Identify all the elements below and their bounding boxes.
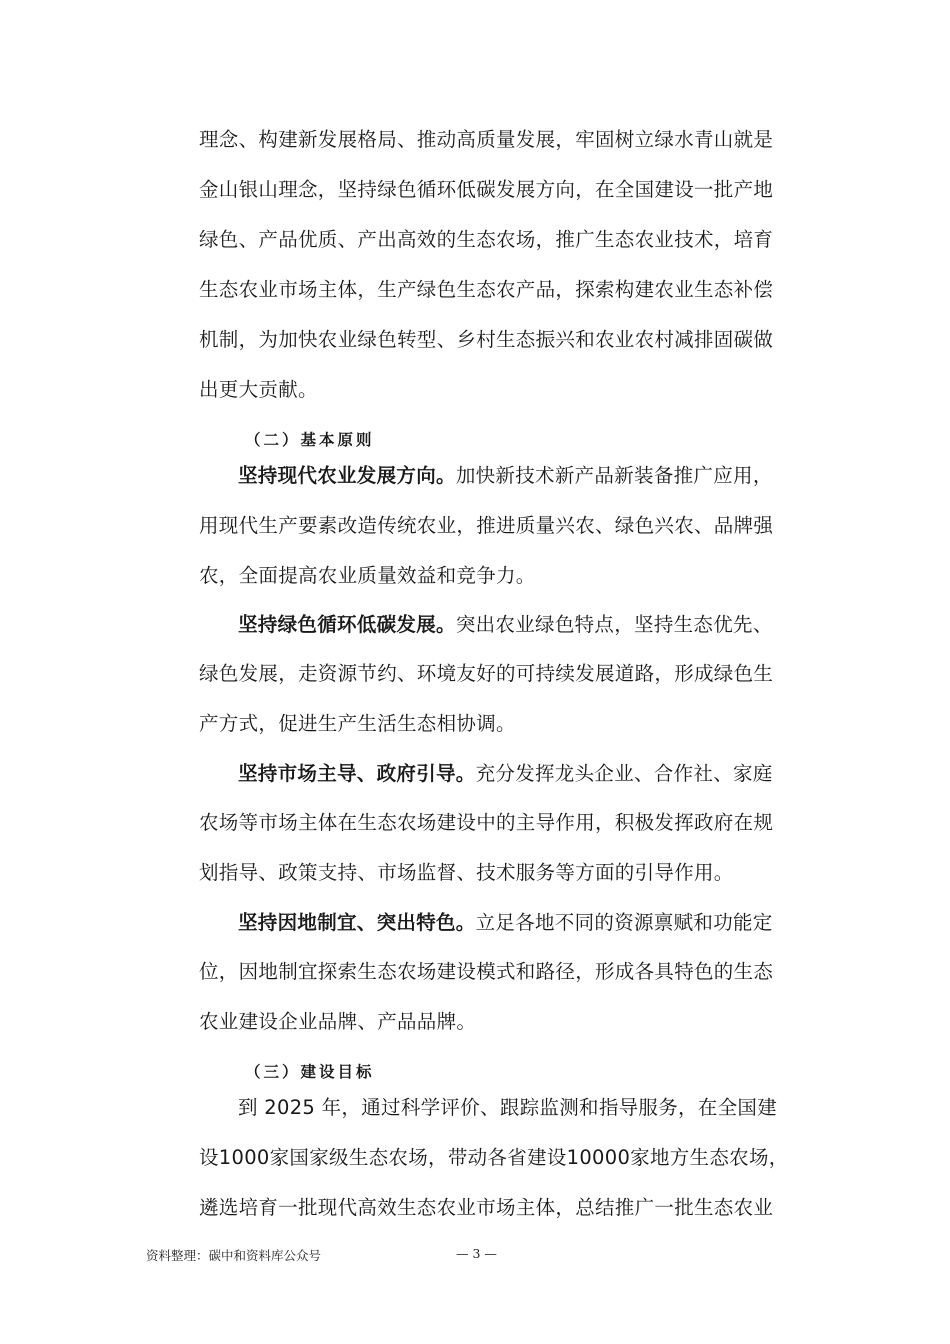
principle-4-line-2: 位，因地制宜探索生态农场建设模式和路径，形成各具特色的生态 bbox=[199, 960, 774, 983]
principle-3-line-3: 划指导、政策支持、市场监督、技术服务等方面的引导作用。 bbox=[199, 861, 734, 884]
footer-source: 资料整理：碳中和资料库公众号 bbox=[146, 1248, 322, 1263]
principle-2-text: 突出农业绿色特点，坚持生态优先、 bbox=[455, 613, 773, 636]
goals-first-line: 到 2025 年，通过科学评价、跟踪监测和指导服务，在全国建 bbox=[238, 1096, 778, 1119]
intro-line-6: 出更大贡献。 bbox=[199, 378, 318, 401]
principle-2-line-2: 绿色发展，走资源节约、环境友好的可持续发展道路，形成绿色生 bbox=[199, 662, 774, 685]
principle-4-first-line bbox=[238, 911, 773, 935]
principle-2-lead: 坚持绿色循环低碳发展。 bbox=[238, 613, 456, 636]
intro-line-5: 机制，为加快农业绿色转型、乡村生态振兴和农业农村减排固碳做 bbox=[199, 328, 774, 351]
section-heading-construction-goals: （三）建设目标 bbox=[245, 1062, 375, 1081]
principle-4-text: 立足各地不同的资源禀赋和功能定 bbox=[475, 911, 773, 934]
principle-2-line-3: 产方式，促进生产生活生态相协调。 bbox=[199, 712, 516, 735]
page-number: — 3 — bbox=[456, 1246, 497, 1261]
section-heading-basic-principles: （二）基本原则 bbox=[245, 430, 375, 449]
principle-1-first-line bbox=[238, 464, 773, 488]
principle-1-line-3: 农，全面提高农业质量效益和竞争力。 bbox=[199, 564, 536, 587]
principle-4-line-3: 农业建设企业品牌、产品品牌。 bbox=[199, 1010, 477, 1033]
principle-3-text: 充分发挥龙头企业、合作社、家庭 bbox=[475, 762, 773, 785]
intro-line-2: 金山银山理念，坚持绿色循环低碳发展方向，在全国建设一批产地 bbox=[199, 178, 774, 201]
principle-1-line-2: 用现代生产要素改造传统农业，推进质量兴农、绿色兴农、品牌强 bbox=[199, 514, 774, 537]
principle-2-first-line bbox=[238, 613, 773, 637]
principle-3-line-2: 农场等市场主体在生态农场建设中的主导作用，积极发挥政府在规 bbox=[199, 811, 774, 834]
intro-line-3: 绿色、产品优质、产出高效的生态农场，推广生态农业技术，培育 bbox=[199, 228, 774, 251]
principle-3-first-line bbox=[238, 762, 773, 786]
principle-4-lead: 坚持因地制宜、突出特色。 bbox=[238, 911, 476, 934]
intro-line-1: 理念、构建新发展格局、推动高质量发展，牢固树立绿水青山就是 bbox=[199, 128, 774, 151]
goals-line-2: 设1000家国家级生态农场，带动各省建设10000家地方生态农场， bbox=[199, 1146, 789, 1169]
intro-line-4: 生态农业市场主体，生产绿色生态农产品，探索构建农业生态补偿 bbox=[199, 278, 774, 301]
principle-1-lead: 坚持现代农业发展方向。 bbox=[238, 464, 456, 487]
principle-1-text: 加快新技术新产品新装备推广应用， bbox=[455, 464, 773, 487]
principle-3-lead: 坚持市场主导、政府引导。 bbox=[238, 762, 476, 785]
goals-line-3: 遴选培育一批现代高效生态农业市场主体，总结推广一批生态农业 bbox=[199, 1196, 774, 1219]
